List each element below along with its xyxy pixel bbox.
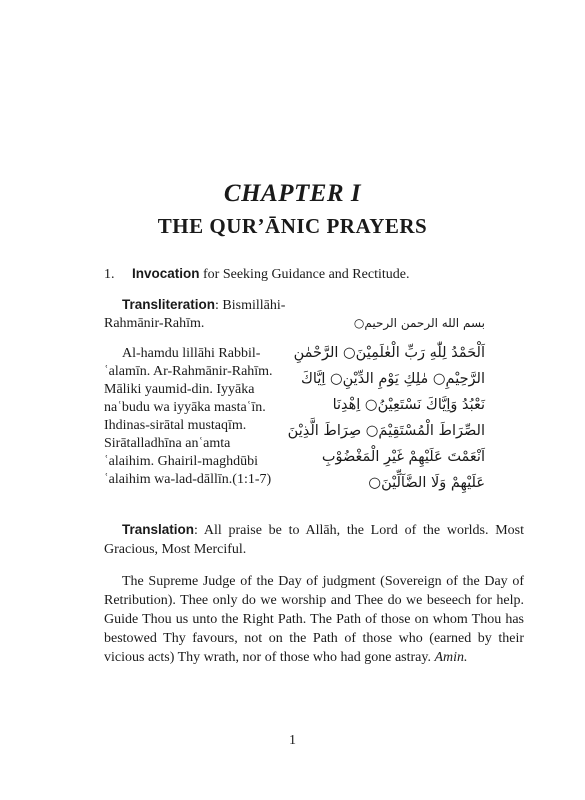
section-title-rest: for Seeking Guidance and Rectitude. (199, 267, 410, 282)
arabic-line: الصِّرَاطَ الْمُسْتَقِيْمَ○ صِرَاطَ الَّذِيْنَ (287, 423, 485, 439)
transliteration-first: : Bismillāhi- (215, 298, 286, 313)
transliteration-line: naʿbudu wa iyyāka mastaʿīn. (104, 400, 266, 415)
page-number: 1 (289, 733, 296, 748)
translation-text: : All praise be to Allāh, the Lord of the worlds. Most Gracious, Most Merciful. (104, 523, 524, 557)
arabic-line: عَلَيْهِمْ وَلَا الضَّآلِّيْنَ○ (368, 475, 485, 491)
transliteration-body (104, 345, 304, 489)
transliteration-line: Sirātalladhīna anʿamta (104, 436, 231, 451)
arabic-line: الرَّحِيْمِ○ مٰلِكِ يَوْمِ الدِّيْنِ○ اِيَّاكَ (300, 371, 485, 387)
amin-text: Amin. (434, 650, 468, 665)
translation-paragraph (104, 520, 524, 559)
arabic-line: اَلْحَمْدُ لِلّٰهِ رَبِّ الْعٰلَمِيْنَ○ الرَّحْمٰنِ (293, 345, 485, 361)
chapter-title: THE QUR’ĀNIC PRAYERS (157, 214, 428, 238)
transliteration-line: Māliki yaumid-din. Iyyāka (104, 382, 255, 397)
section-title-bold: Invocation (132, 266, 200, 281)
meaning-paragraph (104, 572, 524, 667)
transliteration-line: ʿalaihim wa-lad-dāllīn.(1:1-7) (104, 472, 272, 487)
arabic-basmala: بسم الله الرحمن الرحيم○ (353, 316, 485, 330)
translation-label: Translation (122, 522, 195, 537)
transliteration-label: Transliteration (122, 297, 216, 312)
section-number: 1. (104, 267, 115, 282)
transliteration-line: ʿalaihim. Ghairil-maghdūbi (104, 454, 258, 469)
section-heading (104, 265, 524, 284)
chapter-heading: CHAPTER I (223, 180, 362, 207)
transliteration-second: Rahmānir-Rahīm. (104, 316, 205, 331)
transliteration-line: ʿalamīn. Ar-Rahmānir-Rahīm. (104, 364, 273, 379)
transliteration-line: Al-hamdu lillāhi Rabbil- (122, 346, 261, 361)
transliteration-line: Ihdinas-sirātal mustaqīm. (104, 418, 247, 433)
transliteration-column (104, 296, 304, 489)
meaning-text: The Supreme Judge of the Day of judgment (Sovereign of the Day of Retribution). Thee only do we worship and Thee do we beseech for help. Guide Thou us unto the Right Path. The Path of those on whom Thou has bestowed Thy favours, not on the Path of those who (earned by their vicious acts) Thy wrath, nor of those who had gone astray. (104, 574, 524, 665)
transliteration-heading (104, 296, 304, 333)
arabic-line: نَعْبُدُ وَاِيَّاكَ نَسْتَعِيْنُ○ اِهْدِنَا (332, 397, 485, 413)
arabic-line: اَنْعَمْتَ عَلَيْهِمْ غَيْرِ الْمَغْضُوْبِ (321, 449, 485, 465)
arabic-column (287, 314, 485, 496)
